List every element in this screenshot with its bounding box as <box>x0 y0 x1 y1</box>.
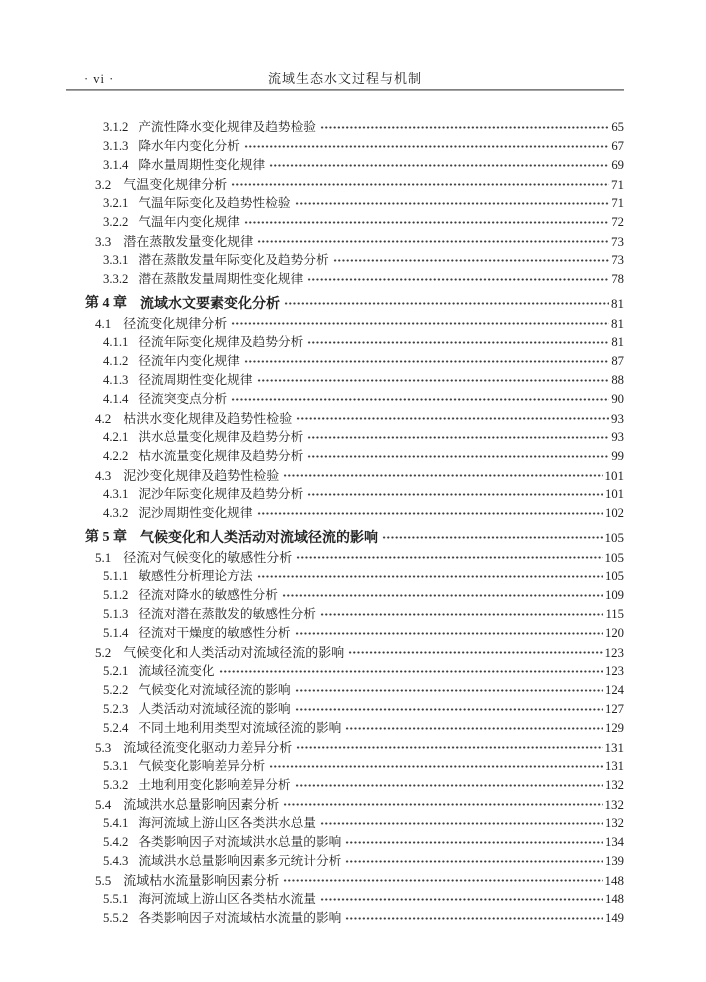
toc-entry-title: 洪水总量变化规律及趋势分析 <box>138 430 304 444</box>
toc-row <box>66 409 624 428</box>
table-of-contents <box>66 118 624 928</box>
toc-entry-page: 72 <box>611 215 624 229</box>
toc-entry-page: 115 <box>605 607 624 621</box>
toc-entry-number: 5.5.1 <box>103 892 129 906</box>
toc-entry-page: 67 <box>611 139 624 153</box>
toc-entry-page: 123 <box>604 664 624 678</box>
dot-leader <box>244 352 609 371</box>
toc-entry-title: 径流突变点分析 <box>138 392 228 406</box>
toc-entry-number: 4.3.2 <box>103 506 129 520</box>
dot-leader <box>269 156 609 175</box>
toc-entry-number: 4.1.3 <box>103 373 129 387</box>
dot-leader <box>320 814 603 833</box>
toc-row <box>66 428 624 447</box>
toc-entry-title: 径流对降水的敏感性分析 <box>138 588 278 602</box>
toc-entry-title: 泥沙周期性变化规律 <box>138 506 253 520</box>
toc-entry-page: 149 <box>604 911 624 925</box>
toc-row <box>66 681 624 700</box>
toc-row <box>66 232 624 251</box>
toc-entry-number: 3.2.1 <box>103 196 129 210</box>
toc-entry-title: 流域水文要素变化分析 <box>140 295 280 311</box>
toc-row <box>66 270 624 289</box>
toc-entry-number: 4.2.2 <box>103 449 129 463</box>
dot-leader <box>295 776 603 795</box>
toc-entry-title: 枯洪水变化规律及趋势性检验 <box>123 411 293 426</box>
dot-leader <box>295 194 610 213</box>
toc-entry-page: 90 <box>611 392 624 406</box>
dot-leader <box>320 605 603 624</box>
toc-entry-page: 105 <box>604 550 624 565</box>
toc-entry-number: 5.2.2 <box>103 683 129 697</box>
dot-leader <box>320 890 603 909</box>
toc-entry-page: 129 <box>604 721 624 735</box>
toc-entry-number: 5.3 <box>95 740 112 755</box>
dot-leader <box>257 232 609 251</box>
toc-entry-number: 5.1.2 <box>103 588 129 602</box>
toc-row <box>66 175 624 194</box>
toc-row <box>66 662 624 681</box>
toc-entry-page: 93 <box>611 411 624 426</box>
toc-entry-title: 气温年内变化规律 <box>138 215 240 229</box>
toc-entry-page: 102 <box>604 506 624 520</box>
toc-entry-number: 4.1.2 <box>103 354 129 368</box>
toc-entry-page: 71 <box>611 177 624 192</box>
dot-leader <box>307 428 609 447</box>
toc-entry-page: 132 <box>604 816 624 830</box>
toc-entry-number: 第 4 章 <box>85 296 127 311</box>
toc-entry-page: 120 <box>604 626 624 640</box>
toc-entry-title: 土地利用变化影响差异分析 <box>138 778 291 792</box>
toc-row <box>66 466 624 485</box>
toc-entry-title: 降水量周期性变化规律 <box>138 158 266 172</box>
toc-entry-number: 4.1.1 <box>103 335 129 349</box>
toc-entry-title: 枯水流量变化规律及趋势分析 <box>138 449 304 463</box>
toc-row <box>66 757 624 776</box>
toc-entry-page: 69 <box>611 158 624 172</box>
toc-entry-number: 5.4.3 <box>103 854 129 868</box>
toc-entry-title: 敏感性分析理论方法 <box>138 569 253 583</box>
dot-leader <box>307 447 609 466</box>
toc-entry-page: 93 <box>611 430 624 444</box>
dot-leader <box>345 719 603 738</box>
toc-entry-page: 124 <box>604 683 624 697</box>
toc-entry-page: 87 <box>611 354 624 368</box>
toc-entry-number: 5.5.2 <box>103 911 129 925</box>
toc-entry-page: 73 <box>611 234 624 249</box>
toc-entry-page: 99 <box>611 449 624 463</box>
toc-row <box>66 390 624 409</box>
toc-row <box>66 251 624 270</box>
toc-row <box>66 795 624 814</box>
head-rule-divider <box>66 89 624 91</box>
toc-entry-page: 109 <box>604 588 624 602</box>
toc-entry-title: 径流对气候变化的敏感性分析 <box>123 550 293 565</box>
toc-row <box>66 137 624 156</box>
toc-row <box>66 548 624 567</box>
toc-row <box>66 890 624 909</box>
toc-entry-number: 4.3 <box>95 468 112 483</box>
toc-row <box>66 567 624 586</box>
toc-entry-title: 气候变化影响差异分析 <box>138 759 266 773</box>
toc-entry-title: 径流周期性变化规律 <box>138 373 253 387</box>
toc-entry-page: 148 <box>604 873 624 888</box>
toc-row <box>66 605 624 624</box>
dot-leader <box>320 118 609 137</box>
toc-entry-page: 132 <box>604 778 624 792</box>
dot-leader <box>283 795 602 814</box>
toc-entry-title: 流域径流变化 <box>138 664 215 678</box>
toc-row <box>66 738 624 757</box>
toc-entry-number: 第 5 章 <box>85 530 127 545</box>
dot-leader <box>231 390 609 409</box>
toc-entry-number: 5.2 <box>95 645 112 660</box>
toc-row <box>66 852 624 871</box>
toc-entry-page: 134 <box>604 835 624 849</box>
dot-leader <box>283 466 602 485</box>
dot-leader <box>382 528 603 547</box>
toc-row <box>66 909 624 928</box>
dot-leader <box>231 314 609 333</box>
toc-row <box>66 314 624 333</box>
toc-entry-title: 潜在蒸散发量周期性变化规律 <box>138 272 304 286</box>
toc-entry-page: 148 <box>604 892 624 906</box>
running-head-title: 流域生态水文过程与机制 <box>267 71 422 86</box>
toc-entry-title: 径流对干燥度的敏感性分析 <box>138 626 291 640</box>
toc-row <box>66 833 624 852</box>
toc-row <box>66 643 624 662</box>
toc-entry-number: 5.2.4 <box>103 721 129 735</box>
dot-leader <box>244 137 609 156</box>
toc-entry-number: 3.1.3 <box>103 139 129 153</box>
toc-entry-number: 3.2 <box>95 177 112 192</box>
toc-entry-number: 5.5 <box>95 873 112 888</box>
toc-entry-title: 径流年内变化规律 <box>138 354 240 368</box>
dot-leader <box>296 409 609 428</box>
toc-entry-number: 5.3.1 <box>103 759 129 773</box>
toc-row <box>66 700 624 719</box>
toc-row <box>66 194 624 213</box>
toc-entry-number: 5.4.1 <box>103 816 129 830</box>
toc-entry-title: 气候变化和人类活动对流域径流的影响 <box>123 645 345 660</box>
dot-leader <box>284 294 609 313</box>
toc-row <box>66 333 624 352</box>
toc-entry-number: 5.1.4 <box>103 626 129 640</box>
dot-leader <box>282 586 603 605</box>
toc-row <box>66 528 624 547</box>
toc-entry-page: 132 <box>604 797 624 812</box>
toc-entry-number: 5.3.2 <box>103 778 129 792</box>
dot-leader <box>219 662 603 681</box>
running-head <box>66 70 624 88</box>
toc-entry-page: 123 <box>604 645 624 660</box>
toc-entry-title: 流域洪水总量影响因素多元统计分析 <box>138 854 342 868</box>
toc-entry-number: 5.2.3 <box>103 702 129 716</box>
toc-entry-page: 101 <box>604 468 624 483</box>
toc-entry-title: 气候变化对流域径流的影响 <box>138 683 291 697</box>
toc-row <box>66 485 624 504</box>
toc-entry-page: 81 <box>611 296 624 311</box>
toc-entry-number: 5.2.1 <box>103 664 129 678</box>
toc-row <box>66 156 624 175</box>
toc-row <box>66 814 624 833</box>
toc-entry-number: 3.1.4 <box>103 158 129 172</box>
toc-entry-number: 3.3.1 <box>103 253 129 267</box>
toc-entry-page: 78 <box>611 272 624 286</box>
toc-entry-page: 71 <box>611 196 624 210</box>
dot-leader <box>307 270 609 289</box>
dot-leader <box>307 333 609 352</box>
toc-entry-number: 3.3.2 <box>103 272 129 286</box>
toc-entry-number: 5.1.1 <box>103 569 129 583</box>
dot-leader <box>296 548 602 567</box>
toc-entry-title: 气候变化和人类活动对流域径流的影响 <box>140 529 378 545</box>
toc-entry-page: 127 <box>604 702 624 716</box>
toc-entry-title: 泥沙变化规律及趋势性检验 <box>123 468 280 483</box>
toc-entry-title: 泥沙年际变化规律及趋势分析 <box>138 487 304 501</box>
toc-entry-title: 径流变化规律分析 <box>123 316 228 331</box>
toc-entry-page: 101 <box>604 487 624 501</box>
dot-leader <box>307 485 603 504</box>
toc-row <box>66 447 624 466</box>
toc-entry-title: 气温年际变化及趋势性检验 <box>138 196 291 210</box>
dot-leader <box>244 213 609 232</box>
dot-leader <box>345 852 603 871</box>
dot-leader <box>345 909 603 928</box>
dot-leader <box>296 738 602 757</box>
toc-row <box>66 352 624 371</box>
toc-entry-page: 81 <box>611 335 624 349</box>
toc-entry-title: 各类影响因子对流域枯水流量的影响 <box>138 911 342 925</box>
toc-entry-number: 3.3 <box>95 234 112 249</box>
dot-leader <box>257 504 603 523</box>
toc-entry-title: 气温变化规律分析 <box>123 177 228 192</box>
toc-row <box>66 118 624 137</box>
toc-row <box>66 371 624 390</box>
toc-entry-title: 人类活动对流域径流的影响 <box>138 702 291 716</box>
toc-entry-number: 5.1.3 <box>103 607 129 621</box>
toc-entry-number: 3.2.2 <box>103 215 129 229</box>
toc-entry-page: 105 <box>604 530 624 545</box>
toc-entry-number: 3.1.2 <box>103 120 129 134</box>
toc-entry-title: 海河流域上游山区各类洪水总量 <box>138 816 316 830</box>
toc-entry-title: 径流年际变化规律及趋势分析 <box>138 335 304 349</box>
toc-row <box>66 213 624 232</box>
dot-leader <box>295 700 603 719</box>
toc-entry-number: 4.1 <box>95 316 112 331</box>
toc-row <box>66 504 624 523</box>
toc-entry-page: 88 <box>611 373 624 387</box>
toc-row <box>66 776 624 795</box>
toc-entry-page: 73 <box>611 253 624 267</box>
dot-leader <box>345 833 603 852</box>
toc-entry-title: 潜在蒸散发量年际变化及趋势分析 <box>138 253 329 267</box>
toc-entry-title: 不同土地利用类型对流域径流的影响 <box>138 721 342 735</box>
toc-entry-title: 产流性降水变化规律及趋势检验 <box>138 120 316 134</box>
dot-leader <box>295 681 603 700</box>
toc-entry-title: 降水年内变化分析 <box>138 139 240 153</box>
toc-row <box>66 719 624 738</box>
dot-leader <box>295 624 603 643</box>
dot-leader <box>333 251 610 270</box>
page-folio: · vi · <box>84 72 115 86</box>
toc-entry-number: 4.2 <box>95 411 112 426</box>
toc-entry-number: 4.1.4 <box>103 392 129 406</box>
dot-leader <box>257 567 603 586</box>
toc-entry-title: 各类影响因子对流域洪水总量的影响 <box>138 835 342 849</box>
toc-entry-page: 65 <box>611 120 624 134</box>
toc-entry-page: 81 <box>611 316 624 331</box>
toc-entry-title: 流域径流变化驱动力差异分析 <box>123 740 293 755</box>
toc-entry-title: 径流对潜在蒸散发的敏感性分析 <box>138 607 316 621</box>
toc-row <box>66 586 624 605</box>
toc-entry-page: 105 <box>604 569 624 583</box>
toc-entry-number: 4.2.1 <box>103 430 129 444</box>
toc-entry-number: 4.3.1 <box>103 487 129 501</box>
dot-leader <box>283 871 602 890</box>
toc-row <box>66 871 624 890</box>
dot-leader <box>348 643 602 662</box>
toc-entry-title: 流域洪水总量影响因素分析 <box>123 797 280 812</box>
toc-row <box>66 294 624 313</box>
toc-entry-page: 139 <box>604 854 624 868</box>
toc-row <box>66 624 624 643</box>
toc-entry-number: 5.4.2 <box>103 835 129 849</box>
toc-entry-number: 5.1 <box>95 550 112 565</box>
toc-entry-number: 5.4 <box>95 797 112 812</box>
toc-entry-title: 潜在蒸散发量变化规律 <box>123 234 254 249</box>
dot-leader <box>269 757 603 776</box>
toc-entry-title: 海河流域上游山区各类枯水流量 <box>138 892 316 906</box>
dot-leader <box>231 175 609 194</box>
dot-leader <box>257 371 610 390</box>
toc-entry-title: 流域枯水流量影响因素分析 <box>123 873 280 888</box>
toc-entry-page: 131 <box>604 740 624 755</box>
toc-entry-page: 131 <box>604 759 624 773</box>
